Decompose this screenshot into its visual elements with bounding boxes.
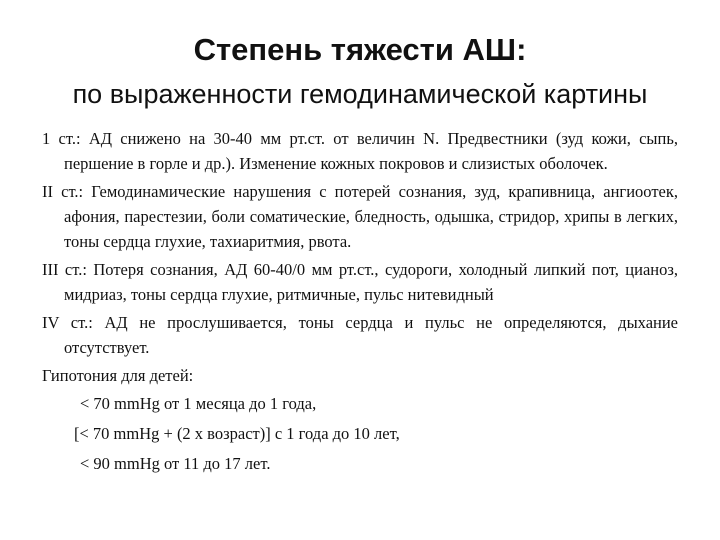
slide-title: Степень тяжести АШ:	[193, 32, 527, 67]
grade-1-text: 1 ст.: АД снижено на 30-40 мм рт.ст. от величин N. Предвестники (зуд кожи, сыпь, першение в горле и др.). Изменение кожных покровов и слизистых оболочек.	[42, 129, 678, 173]
grade-3-text: III ст.: Потеря сознания, АД 60-40/0 мм рт.ст., судороги, холодный липкий пот, цианоз, мидриаз, тоны сердца глухие, ритмичные, пульс нитевидный	[42, 260, 678, 304]
slide-subtitle: по выраженности гемодинамической картины	[72, 79, 648, 109]
hypotension-line-infant: < 70 mmHg от 1 месяца до 1 года,	[80, 394, 317, 413]
hypotension-line-teen: < 90 mmHg от 11 до 17 лет.	[80, 454, 271, 473]
hypotension-heading: Гипотония для детей:	[42, 366, 194, 385]
slide-content	[42, 126, 678, 481]
grade-2-text: II ст.: Гемодинамические нарушения с потерей сознания, зуд, крапивница, ангиоотек, афония, парестезии, боли соматические, бледность, одышка, стридор, хрипы в легких, тоны сердца глухие, тахиаритмия, рвота.	[42, 182, 678, 251]
grade-4-text: IV ст.: АД не прослушивается, тоны сердца и пульс не определяются, дыхание отсутствует.	[42, 313, 678, 357]
hypotension-line-child: [< 70 mmHg + (2 x возраст)] с 1 года до 10 лет,	[74, 424, 400, 443]
